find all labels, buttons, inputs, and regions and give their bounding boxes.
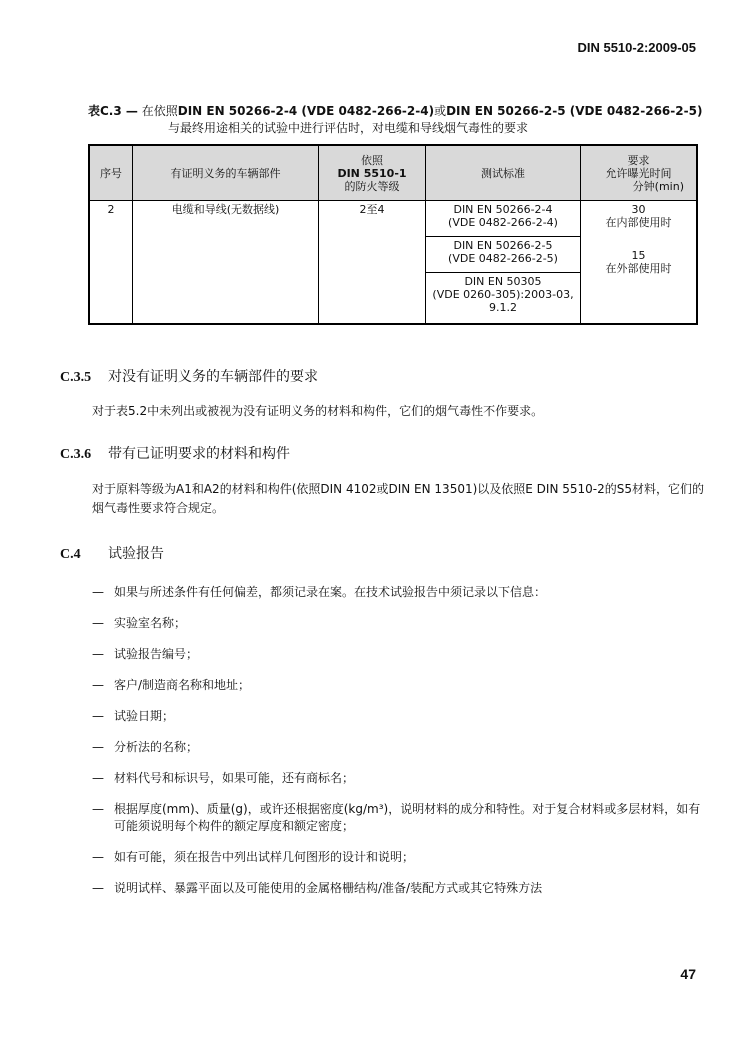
header-standard: 测试标准 bbox=[426, 145, 581, 201]
cell-no: 2 bbox=[89, 201, 133, 325]
list-item bbox=[92, 770, 704, 787]
cell-standard-1 bbox=[426, 201, 581, 237]
section-title: 试验报告 bbox=[108, 546, 164, 562]
list-dash: — bbox=[92, 678, 104, 692]
list-item-text: 试验日期； bbox=[114, 709, 175, 723]
section-number: C.3.5 bbox=[60, 370, 92, 385]
list-dash: — bbox=[92, 802, 104, 816]
list-item bbox=[92, 615, 704, 632]
time-internal bbox=[585, 203, 692, 229]
list-item bbox=[92, 708, 704, 725]
time-internal-note: 在内部使用时 bbox=[605, 216, 672, 229]
list-item-text: 材料代号和标识号，如果可能，还有商标名； bbox=[114, 771, 355, 785]
standard-1-line1: DIN EN 50266-2-4 bbox=[453, 203, 553, 216]
section-body-c36: 对于原料等级为A1和A2的材料和构件(依照DIN 4102或DIN EN 13501)以及依照E DIN 5510-2的S5材料，它们的烟气毒性要求符合规定。 bbox=[92, 482, 705, 515]
header-req-line2: 允许曝光时间 bbox=[605, 166, 672, 180]
list-item bbox=[92, 880, 704, 897]
standard-2-line1: DIN EN 50266-2-5 bbox=[453, 239, 553, 252]
list-dash: — bbox=[92, 881, 104, 895]
table-row bbox=[89, 201, 697, 237]
caption-standard-1: DIN EN 50266-2-4 (VDE 0482-266-2-4) bbox=[177, 104, 435, 118]
page-number: 47 bbox=[680, 966, 696, 982]
list-item bbox=[92, 801, 704, 835]
caption-text-a: 在依照 bbox=[137, 104, 178, 118]
caption-line-2: 与最终用途相关的试验中进行评估时，对电缆和导线烟气毒性的要求 bbox=[168, 121, 529, 135]
section-title: 带有已证明要求的材料和构件 bbox=[108, 446, 290, 462]
header-level-line1: 依照 bbox=[361, 153, 383, 167]
list-dash: — bbox=[92, 740, 104, 754]
section-number: C.4 bbox=[60, 547, 81, 562]
table-header-row bbox=[89, 145, 697, 201]
standard-3-line1: DIN EN 50305 bbox=[464, 275, 542, 288]
list-dash: — bbox=[92, 850, 104, 864]
list-dash: — bbox=[92, 616, 104, 630]
list-dash: — bbox=[92, 771, 104, 785]
list-item-text: 实验室名称； bbox=[114, 616, 187, 630]
standard-3-line2: (VDE 0260-305):2003-03, bbox=[432, 288, 574, 301]
list-item-text: 说明试样、暴露平面以及可能使用的金属格栅结构/准备/装配方式或其它特殊方法 bbox=[114, 881, 543, 895]
header-part: 有证明义务的车辆部件 bbox=[133, 145, 319, 201]
list-item-text: 分析法的名称； bbox=[114, 740, 199, 754]
list-item-text: 客户/制造商名称和地址； bbox=[114, 678, 251, 692]
standard-3-line3: 9.1.2 bbox=[489, 301, 517, 314]
cell-standard-2 bbox=[426, 237, 581, 273]
list-item-text: 根据厚度(mm)、质量(g)，或许还根据密度(kg/m³)，说明材料的成分和特性。对于复合材料或多层材料，如有可能须说明每个构件的额定厚度和额定密度； bbox=[114, 802, 701, 833]
list-item bbox=[92, 739, 704, 756]
table-caption-label: 表C.3 — bbox=[88, 104, 138, 118]
caption-text-c: 或 bbox=[434, 104, 447, 118]
caption-standard-2: DIN EN 50266-2-5 (VDE 0482-266-2-5) bbox=[446, 104, 703, 118]
standard-2-line2: (VDE 0482-266-2-5) bbox=[448, 252, 558, 265]
time-external-value: 15 bbox=[631, 249, 646, 262]
cell-exposure-times bbox=[581, 201, 698, 325]
table-caption bbox=[88, 103, 702, 137]
header-no: 序号 bbox=[89, 145, 133, 201]
section-heading-c35 bbox=[60, 366, 318, 386]
report-items-list bbox=[92, 584, 704, 911]
list-dash: — bbox=[92, 585, 104, 599]
requirements-table bbox=[88, 144, 698, 325]
list-item-text: 如有可能，须在报告中列出试样几何图形的设计和说明； bbox=[114, 850, 415, 864]
list-item bbox=[92, 677, 704, 694]
section-heading-c4 bbox=[60, 543, 164, 563]
list-dash: — bbox=[92, 709, 104, 723]
list-item bbox=[92, 646, 704, 663]
time-external bbox=[585, 249, 692, 275]
header-level-line2: DIN 5510-1 bbox=[337, 166, 407, 180]
document-id: DIN 5510-2:2009-05 bbox=[577, 40, 696, 55]
time-external-note: 在外部使用时 bbox=[605, 262, 672, 275]
header-req-line1: 要求 bbox=[627, 153, 650, 167]
list-dash: — bbox=[92, 647, 104, 661]
cell-standard-3 bbox=[426, 273, 581, 325]
section-title: 对没有证明义务的车辆部件的要求 bbox=[108, 369, 318, 385]
header-requirement bbox=[581, 145, 698, 201]
time-internal-value: 30 bbox=[631, 203, 646, 216]
list-item bbox=[92, 584, 704, 601]
section-body-c35: 对于表5.2中未列出或被视为没有证明义务的材料和构件，它们的烟气毒性不作要求。 bbox=[92, 404, 544, 418]
header-level-line3: 的防火等级 bbox=[344, 179, 400, 193]
header-fire-level bbox=[319, 145, 426, 201]
section-heading-c36 bbox=[60, 443, 290, 463]
header-req-unit: 分钟(min) bbox=[632, 179, 684, 193]
standard-1-line2: (VDE 0482-266-2-4) bbox=[448, 216, 558, 229]
list-item-text: 试验报告编号； bbox=[114, 647, 199, 661]
list-item bbox=[92, 849, 704, 866]
cell-level: 2至4 bbox=[319, 201, 426, 325]
section-number: C.3.6 bbox=[60, 447, 92, 462]
list-item-text: 如果与所述条件有任何偏差，都须记录在案。在技术试验报告中须记录以下信息： bbox=[114, 585, 547, 599]
cell-part: 电缆和导线(无数据线) bbox=[133, 201, 319, 325]
